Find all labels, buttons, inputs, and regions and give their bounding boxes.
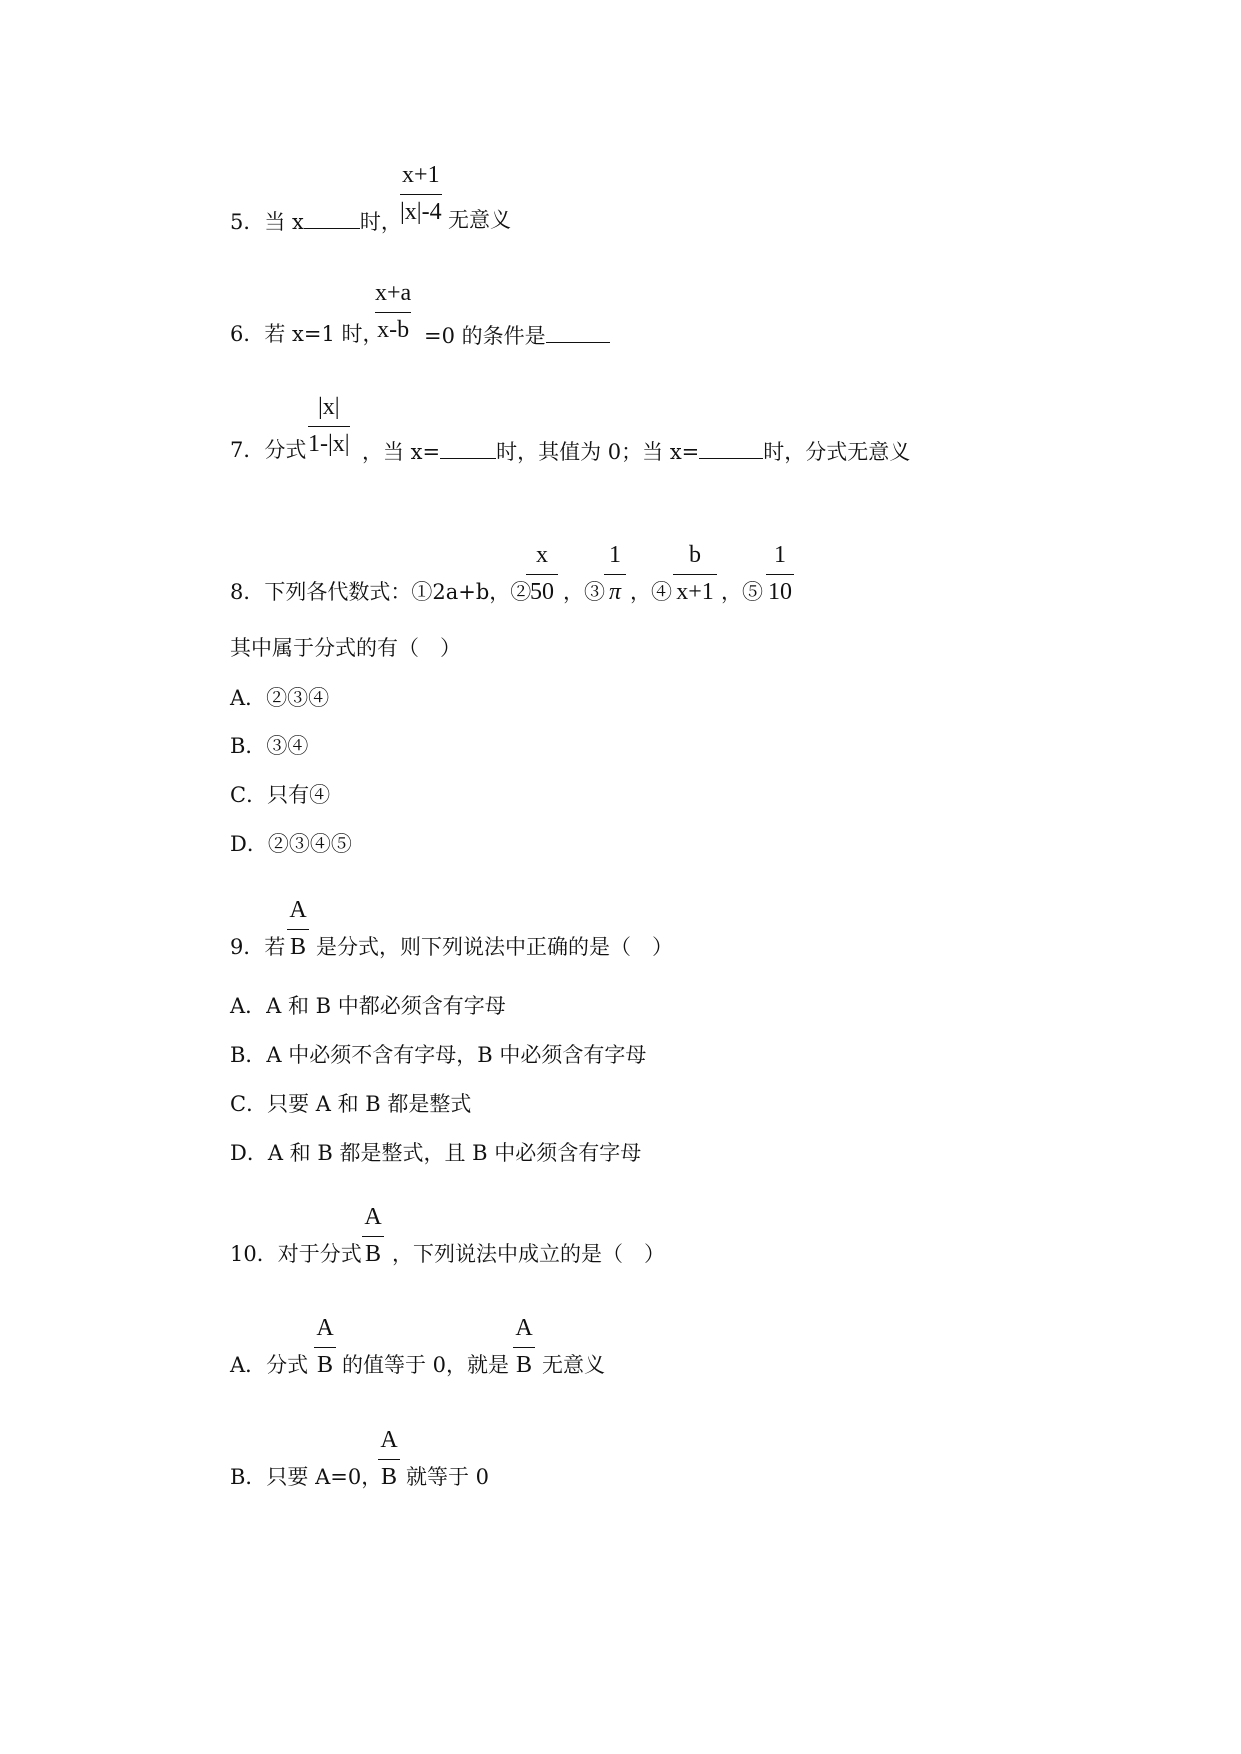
q8-prefix: 8．下列各代数式：①2a+b，②: [230, 580, 532, 604]
q7-numerator: |x|: [308, 392, 350, 427]
q10-option-a-fraction-1-denominator: B: [316, 1352, 333, 1378]
q8-fraction-1: [526, 540, 558, 607]
q5-denominator: |x|-4: [400, 199, 442, 225]
q8-sep-3: ，⑤: [721, 580, 763, 604]
q9-denominator: B: [289, 934, 306, 960]
q10-option-a-p3: 无意义: [542, 1353, 605, 1377]
q10-option-b-denominator: B: [380, 1464, 397, 1490]
q9-option-a[interactable]: A．A 和 B 中都必须含有字母: [230, 994, 506, 1018]
q8-sep-1: ，③: [563, 580, 605, 604]
q9-numerator: A: [287, 895, 309, 930]
q7-denominator: 1-|x|: [308, 431, 350, 457]
q6-line-end: [424, 322, 610, 348]
q8-fraction-2-denominator: π: [608, 579, 622, 605]
q9-prefix: 9．若: [230, 935, 286, 959]
q8-option-c[interactable]: C．只有④: [230, 783, 331, 807]
q10-option-b-p1[interactable]: B．只要 A=0，: [230, 1465, 383, 1489]
q9-suffix: 是分式，则下列说法中正确的是（ ）: [316, 935, 673, 959]
q8-fraction-3-numerator: b: [673, 540, 717, 575]
q7-part2: 时，其值为 0；当 x=: [496, 440, 700, 464]
q5-fraction: [400, 160, 442, 227]
q5-mid: 时，: [359, 210, 402, 234]
q10-option-a-fraction-1-numerator: A: [314, 1313, 336, 1348]
q7-prefix: 7．分式: [230, 438, 307, 462]
q10-option-a-fraction-2-numerator: A: [513, 1313, 535, 1348]
q10-fraction: [362, 1202, 384, 1269]
q8-fraction-3-denominator: x+1: [676, 579, 714, 605]
q10-option-a-fraction-2: [513, 1313, 535, 1380]
q7-part3: 时，分式无意义: [763, 440, 911, 464]
q9-option-b[interactable]: B．A 中必须不含有字母，B 中必须含有字母: [230, 1043, 647, 1067]
q7-fraction: [308, 392, 350, 459]
q6-blank[interactable]: [546, 322, 610, 343]
q9-option-d[interactable]: D．A 和 B 都是整式，且 B 中必须含有字母: [230, 1141, 642, 1165]
q10-option-a-fraction-2-denominator: B: [515, 1352, 532, 1378]
q10-denominator: B: [364, 1241, 381, 1267]
q10-option-a-p2: 的值等于 0，就是: [342, 1353, 510, 1377]
q8-question: 其中属于分式的有（ ）: [230, 636, 461, 660]
q5-blank[interactable]: [304, 208, 360, 229]
q8-fraction-4-numerator: 1: [766, 540, 794, 575]
q8-sep-2: ，④: [630, 580, 672, 604]
q5-line: [230, 208, 402, 234]
q8-fraction-4-denominator: 10: [768, 579, 792, 605]
q7-line-end: [362, 438, 910, 464]
q8-option-b[interactable]: B．③④: [230, 734, 309, 758]
q9-option-c[interactable]: C．只要 A 和 B 都是整式: [230, 1092, 472, 1116]
q9-fraction: [287, 895, 309, 962]
q8-option-d[interactable]: D．②③④⑤: [230, 832, 352, 856]
q8-fraction-1-denominator: 50: [530, 579, 554, 605]
q5-suffix: 无意义: [448, 208, 511, 232]
q8-fraction-2: [604, 540, 626, 607]
q6-numerator: x+a: [375, 278, 411, 313]
q8-fraction-3: [673, 540, 717, 607]
q6-suffix: =0 的条件是: [424, 324, 546, 348]
q10-prefix: 10．对于分式: [230, 1242, 362, 1266]
q10-option-a-fraction-1: [314, 1313, 336, 1380]
q10-option-b-numerator: A: [378, 1425, 400, 1460]
q8-fraction-4: [766, 540, 794, 607]
q10-option-b-fraction: [378, 1425, 400, 1492]
q6-denominator: x-b: [377, 317, 410, 343]
q6-prefix: 6．若 x=1 时，: [230, 322, 384, 346]
q8-option-a[interactable]: A．②③④: [230, 686, 330, 710]
q8-fraction-2-numerator: 1: [604, 540, 626, 575]
q10-option-b-p2: 就等于 0: [406, 1465, 490, 1489]
q8-fraction-1-numerator: x: [526, 540, 558, 575]
q7-blank-2[interactable]: [699, 438, 763, 459]
q5-numerator: x+1: [400, 160, 442, 195]
q7-part1: ，当 x=: [362, 440, 441, 464]
q7-blank-1[interactable]: [440, 438, 496, 459]
q10-suffix: ，下列说法中成立的是（ ）: [392, 1242, 665, 1266]
q5-prefix: 5．当 x: [230, 210, 304, 234]
q10-option-a-p1[interactable]: A．分式: [230, 1353, 309, 1377]
q10-numerator: A: [362, 1202, 384, 1237]
